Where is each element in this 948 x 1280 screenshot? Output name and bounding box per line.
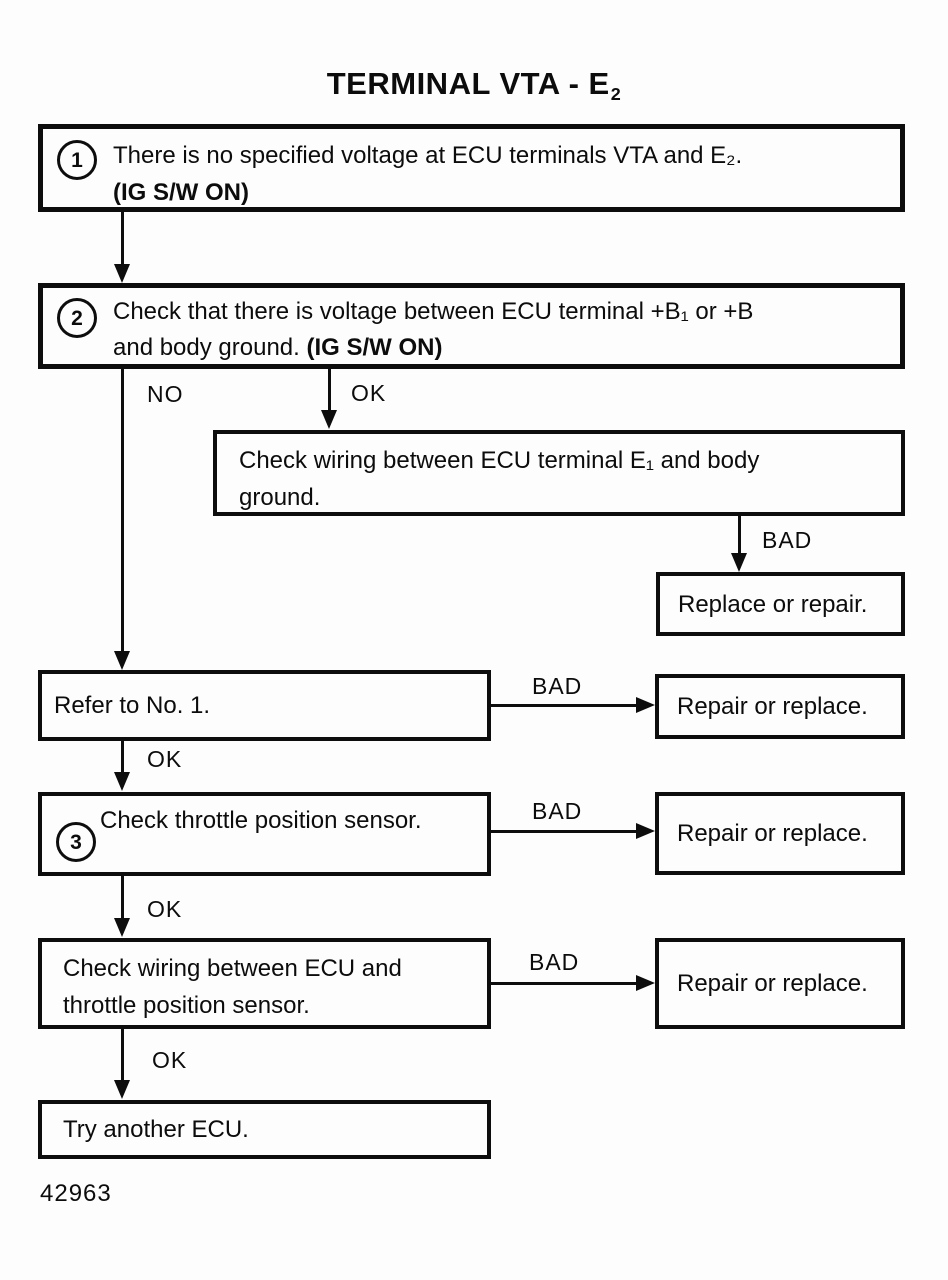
edge-label-ok4: OK (152, 1047, 188, 1073)
step3-text: Check throttle position sensor. (100, 807, 422, 834)
edge-label-ok3: OK (147, 896, 183, 922)
edge-bad1-line (738, 513, 741, 554)
step1-text (113, 137, 742, 211)
node-repair-or-replace-3 (655, 938, 905, 1029)
node-replace-or-repair (656, 572, 905, 636)
page-title-text: TERMINAL VTA - E (326, 66, 610, 101)
try-another-ecu-text: Try another ECU. (63, 1116, 249, 1143)
node-step2 (38, 283, 905, 369)
edge-bad4-arrowhead (636, 975, 655, 991)
edge-ok3-line (121, 873, 124, 920)
edge-bad3-arrowhead (636, 823, 655, 839)
step2-number-badge: 2 (57, 298, 97, 338)
edge-label-no: NO (147, 381, 184, 407)
node-check-ecu-sensor-wiring (38, 938, 491, 1029)
step3-number-badge: 3 (56, 822, 96, 862)
edge-ok4-line (121, 1026, 124, 1082)
edge-ok2-line (121, 738, 124, 774)
node-refer-no1 (38, 670, 491, 741)
edge-no-arrowhead (114, 651, 130, 670)
edge-step1-step2-line (121, 210, 124, 266)
check-ecu-sensor-line2: throttle position sensor. (63, 992, 310, 1019)
repair-or-replace-2-text: Repair or replace. (677, 820, 868, 847)
check-e1-line1: Check wiring between ECU terminal E₁ and body (239, 447, 760, 474)
edge-bad3-line (489, 830, 638, 833)
node-step3 (38, 792, 491, 876)
edge-label-bad3: BAD (532, 798, 583, 824)
edge-bad2-line (489, 704, 638, 707)
repair-or-replace-3-text: Repair or replace. (677, 970, 868, 997)
step2-line2-bold: (IG S/W ON) (306, 334, 443, 361)
check-ecu-sensor-line1: Check wiring between ECU and (63, 955, 402, 982)
edge-bad1-arrowhead (731, 553, 747, 572)
edge-label-bad2: BAD (532, 673, 583, 699)
check-e1-line2: ground. (239, 484, 321, 511)
edge-step1-step2-arrowhead (114, 264, 130, 283)
page-title-subscript: 2 (610, 84, 622, 105)
edge-bad2-arrowhead (636, 697, 655, 713)
edge-label-bad4: BAD (529, 949, 580, 975)
edge-label-bad1: BAD (762, 527, 813, 553)
node-try-another-ecu (38, 1100, 491, 1159)
refer-no1-text: Refer to No. 1. (54, 692, 211, 719)
node-repair-or-replace-2 (655, 792, 905, 875)
edge-ok4-arrowhead (114, 1080, 130, 1099)
edge-label-ok2: OK (147, 746, 183, 772)
step2-line2 (113, 330, 753, 366)
page-title (0, 66, 948, 105)
figure-code: 42963 (40, 1180, 112, 1207)
node-check-e1-wiring (213, 430, 905, 516)
edge-ok2-arrowhead (114, 772, 130, 791)
edge-bad4-line (489, 982, 638, 985)
step1-line2: (IG S/W ON) (113, 179, 249, 206)
node-step1 (38, 124, 905, 212)
step1-line1: There is no specified voltage at ECU terminals VTA and E₂. (113, 142, 743, 169)
repair-or-replace-1-text: Repair or replace. (677, 693, 868, 720)
node-repair-or-replace-1 (655, 674, 905, 739)
step2-line2-normal: and body ground. (113, 334, 300, 361)
edge-ok1-arrowhead (321, 410, 337, 429)
edge-ok3-arrowhead (114, 918, 130, 937)
step2-line1: Check that there is voltage between ECU terminal +B₁ or +B (113, 298, 754, 325)
edge-label-ok1: OK (351, 380, 387, 406)
replace-or-repair-text: Replace or repair. (678, 590, 868, 618)
step2-text (113, 294, 753, 366)
edge-no-line (121, 366, 124, 652)
edge-ok1-line (328, 366, 331, 412)
step1-number-badge: 1 (57, 140, 97, 180)
